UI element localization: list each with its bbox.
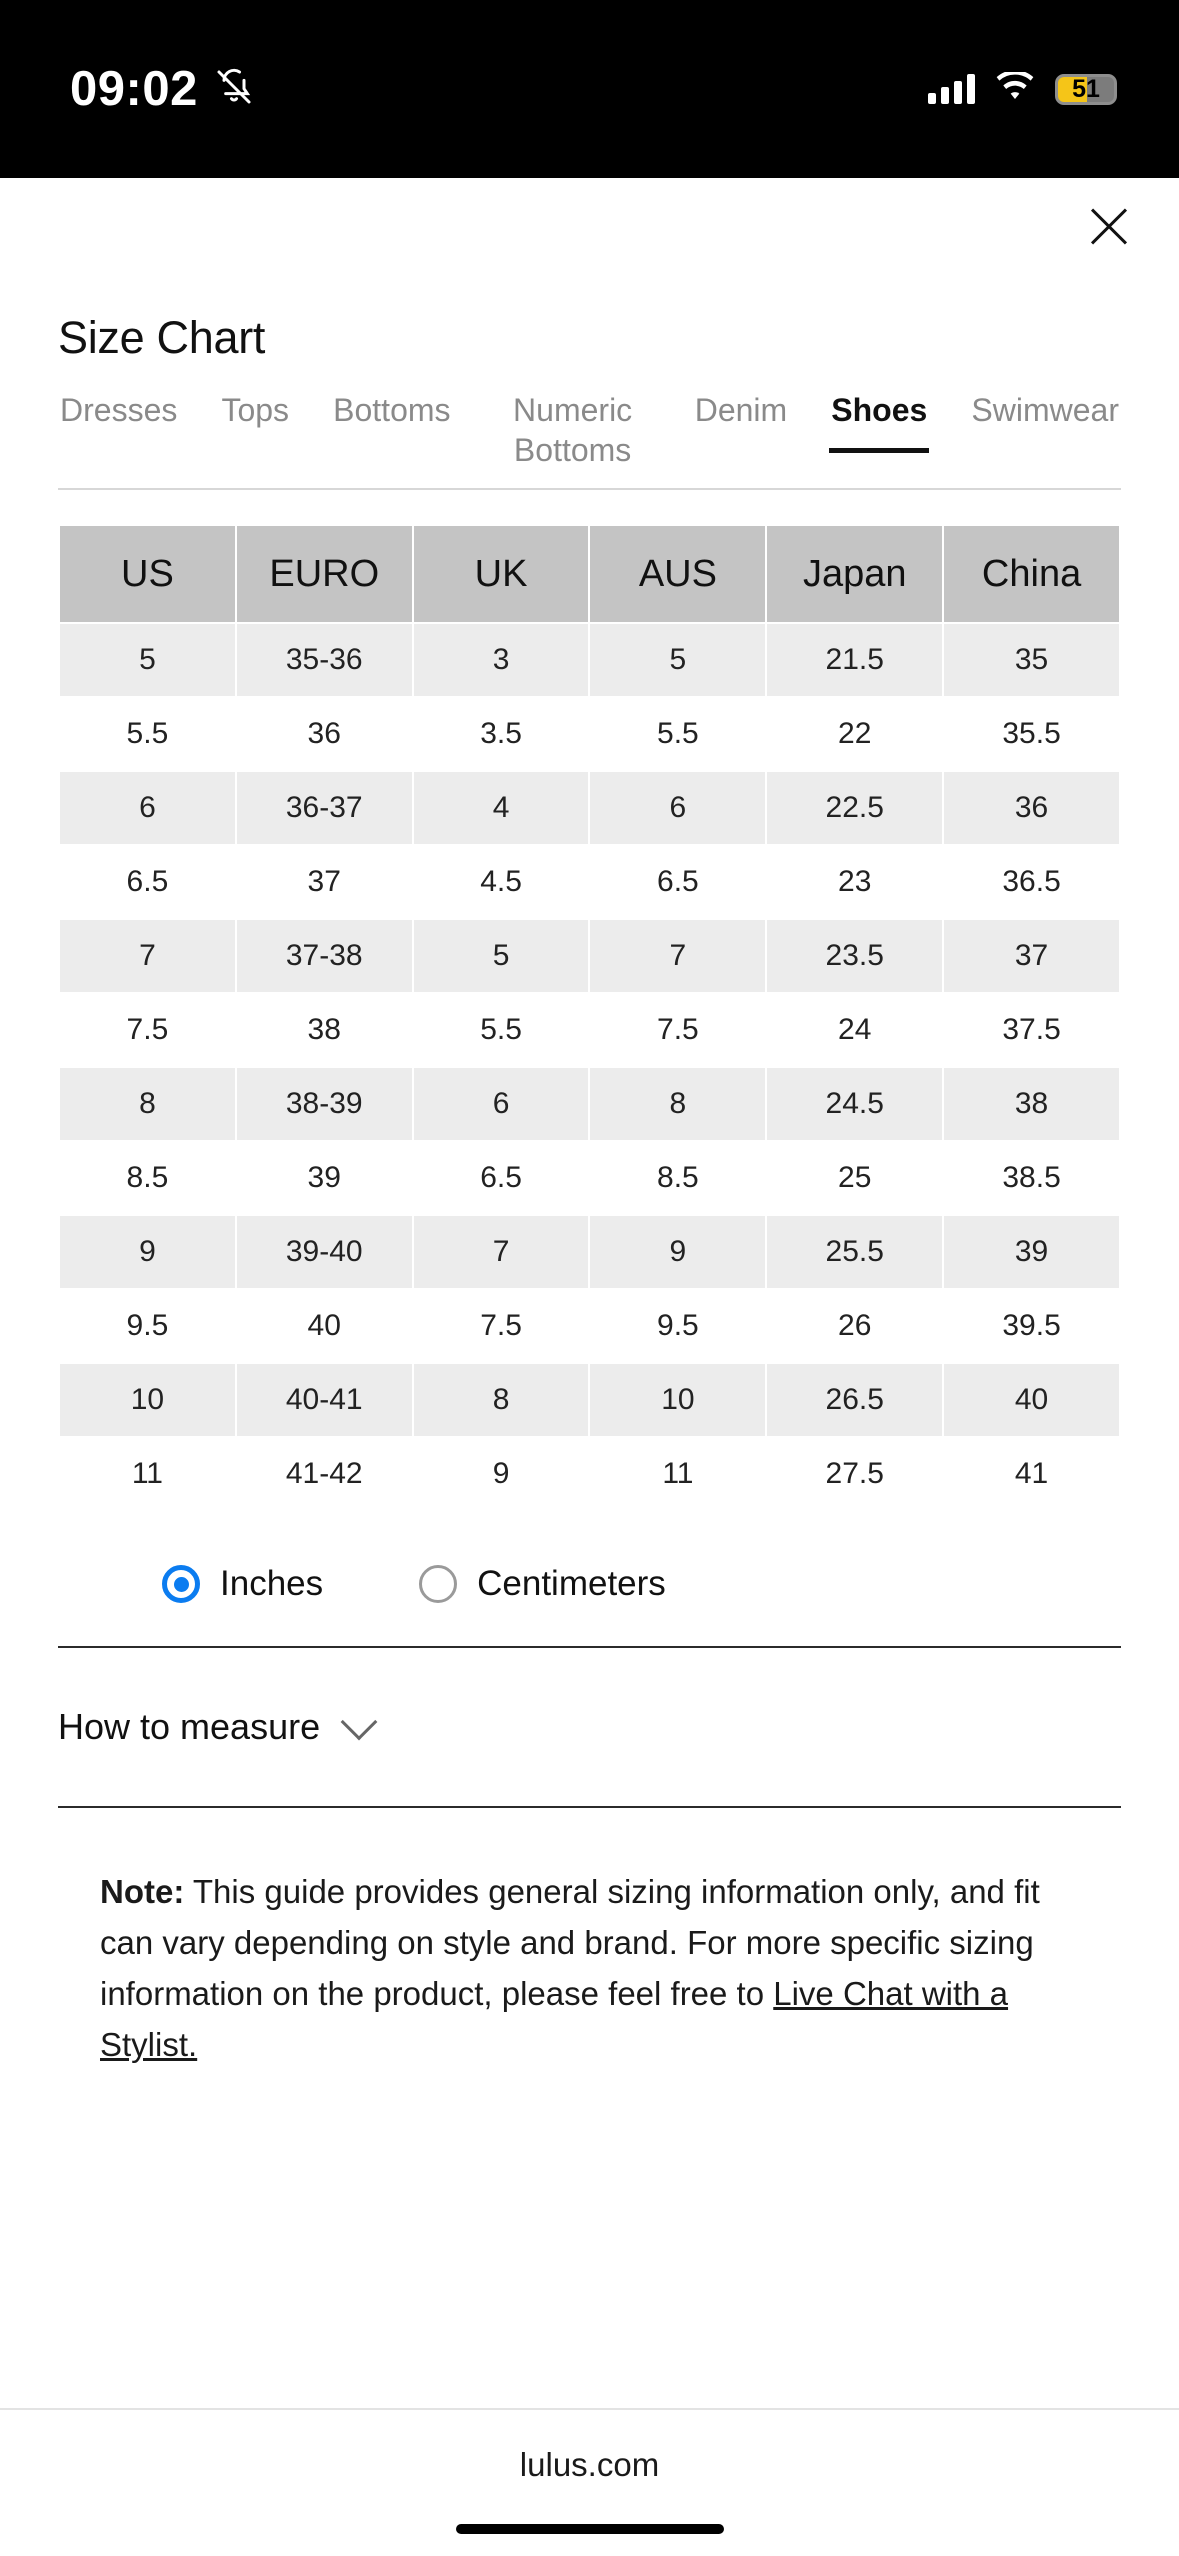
tab-bottoms[interactable]: Bottoms (333, 392, 451, 428)
cell-euro: 41-42 (236, 1437, 413, 1511)
cell-us: 9 (59, 1215, 236, 1289)
cell-euro: 36 (236, 697, 413, 771)
site-domain-label: lulus.com (519, 2446, 660, 2483)
cell-aus: 8.5 (589, 1141, 766, 1215)
cell-japan: 27.5 (766, 1437, 943, 1511)
page-title: Size Chart (58, 312, 266, 363)
cell-japan: 25.5 (766, 1215, 943, 1289)
cell-us: 6.5 (59, 845, 236, 919)
cell-us: 7 (59, 919, 236, 993)
cell-aus: 6 (589, 771, 766, 845)
size-chart-modal (0, 178, 1179, 2556)
note-body: This guide provides general sizing information only, and fit can vary depending on style and brand. For more specific sizing information on the product, please feel free to (100, 1873, 1040, 2013)
cell-japan: 26 (766, 1289, 943, 1363)
table-row (59, 771, 1120, 845)
cell-uk: 6 (413, 1067, 590, 1141)
how-to-measure-label: How to measure (58, 1706, 321, 1747)
cell-aus: 7 (589, 919, 766, 993)
cell-us: 11 (59, 1437, 236, 1511)
status-bar-left (70, 61, 254, 117)
cell-us: 5 (59, 623, 236, 697)
column-header-us: US (59, 525, 236, 623)
live-chat-link[interactable]: Live Chat with a Stylist. (100, 1975, 1009, 2064)
cell-aus: 10 (589, 1363, 766, 1437)
cell-aus: 5.5 (589, 697, 766, 771)
sizing-note (100, 1866, 1093, 2071)
table-row (59, 919, 1120, 993)
note-prefix: Note: (100, 1873, 185, 1910)
battery-percent-label: 51 (1072, 74, 1100, 103)
cell-japan: 21.5 (766, 623, 943, 697)
how-to-measure-accordion[interactable] (58, 1648, 1121, 1806)
table-row (59, 1437, 1120, 1511)
table-row (59, 1215, 1120, 1289)
unit-option-centimeters[interactable] (419, 1564, 666, 1604)
cell-china: 39 (943, 1215, 1120, 1289)
table-row (59, 1141, 1120, 1215)
modal-content (0, 274, 1179, 2071)
cell-uk: 4.5 (413, 845, 590, 919)
table-row (59, 1289, 1120, 1363)
cell-china: 39.5 (943, 1289, 1120, 1363)
cell-china: 37 (943, 919, 1120, 993)
cell-japan: 24.5 (766, 1067, 943, 1141)
cell-china: 35 (943, 623, 1120, 697)
cell-us: 6 (59, 771, 236, 845)
cell-us: 9.5 (59, 1289, 236, 1363)
cell-uk: 6.5 (413, 1141, 590, 1215)
unit-toggle-group (162, 1564, 1121, 1604)
cell-japan: 23 (766, 845, 943, 919)
cell-euro: 39-40 (236, 1215, 413, 1289)
tab-denim[interactable]: Denim (694, 392, 788, 428)
cell-aus: 5 (589, 623, 766, 697)
column-header-china: China (943, 525, 1120, 623)
tab-swimwear[interactable]: Swimwear (971, 392, 1119, 428)
cell-euro: 38 (236, 993, 413, 1067)
cell-china: 36 (943, 771, 1120, 845)
status-bar-right (928, 72, 1117, 107)
tab-tops[interactable]: Tops (221, 392, 290, 428)
table-row (59, 623, 1120, 697)
cell-euro: 35-36 (236, 623, 413, 697)
cell-china: 40 (943, 1363, 1120, 1437)
cell-china: 35.5 (943, 697, 1120, 771)
table-row (59, 845, 1120, 919)
cell-uk: 3 (413, 623, 590, 697)
status-bar (0, 0, 1179, 178)
cell-aus: 11 (589, 1437, 766, 1511)
table-row (59, 697, 1120, 771)
cell-uk: 5.5 (413, 993, 590, 1067)
cell-uk: 7.5 (413, 1289, 590, 1363)
unit-option-inches[interactable] (162, 1564, 323, 1604)
cell-aus: 9 (589, 1215, 766, 1289)
cell-aus: 7.5 (589, 993, 766, 1067)
cell-us: 8.5 (59, 1141, 236, 1215)
cell-us: 5.5 (59, 697, 236, 771)
table-row (59, 993, 1120, 1067)
cell-us: 7.5 (59, 993, 236, 1067)
modal-header (0, 178, 1179, 274)
cell-aus: 8 (589, 1067, 766, 1141)
cell-china: 37.5 (943, 993, 1120, 1067)
column-header-aus: AUS (589, 525, 766, 623)
cell-japan: 22 (766, 697, 943, 771)
bell-slash-icon (214, 67, 254, 112)
close-icon[interactable] (1083, 200, 1135, 252)
cell-aus: 6.5 (589, 845, 766, 919)
tab-numeric-bottoms[interactable]: Numeric Bottoms (513, 392, 633, 468)
cell-uk: 9 (413, 1437, 590, 1511)
cell-china: 38 (943, 1067, 1120, 1141)
cell-china: 41 (943, 1437, 1120, 1511)
cell-japan: 23.5 (766, 919, 943, 993)
cell-euro: 38-39 (236, 1067, 413, 1141)
chevron-down-icon[interactable] (341, 1704, 378, 1741)
cell-euro: 37 (236, 845, 413, 919)
cell-china: 36.5 (943, 845, 1120, 919)
battery-icon (1055, 74, 1117, 105)
size-chart-tabs (58, 384, 1121, 490)
cell-uk: 8 (413, 1363, 590, 1437)
table-header-row (59, 525, 1120, 623)
unit-label-inches: Inches (220, 1564, 324, 1603)
signal-bars-icon (928, 74, 975, 104)
cell-japan: 26.5 (766, 1363, 943, 1437)
browser-footer (0, 2408, 1179, 2556)
cell-euro: 37-38 (236, 919, 413, 993)
cell-uk: 7 (413, 1215, 590, 1289)
cell-uk: 5 (413, 919, 590, 993)
home-indicator[interactable] (456, 2524, 724, 2534)
cell-uk: 3.5 (413, 697, 590, 771)
cell-euro: 39 (236, 1141, 413, 1215)
table-row (59, 1067, 1120, 1141)
radio-centimeters-icon[interactable] (419, 1565, 457, 1603)
cell-japan: 24 (766, 993, 943, 1067)
wifi-icon (995, 72, 1035, 107)
tab-shoes[interactable]: Shoes (829, 384, 929, 453)
cell-euro: 40-41 (236, 1363, 413, 1437)
size-conversion-table (58, 524, 1121, 1512)
cell-us: 8 (59, 1067, 236, 1141)
cell-china: 38.5 (943, 1141, 1120, 1215)
cell-us: 10 (59, 1363, 236, 1437)
divider-bottom (58, 1806, 1121, 1808)
unit-label-centimeters: Centimeters (477, 1564, 666, 1603)
cell-euro: 40 (236, 1289, 413, 1363)
radio-inches-icon[interactable] (162, 1565, 200, 1603)
cell-japan: 22.5 (766, 771, 943, 845)
table-row (59, 1363, 1120, 1437)
column-header-japan: Japan (766, 525, 943, 623)
column-header-uk: UK (413, 525, 590, 623)
cell-uk: 4 (413, 771, 590, 845)
cell-japan: 25 (766, 1141, 943, 1215)
tab-dresses[interactable]: Dresses (60, 392, 178, 428)
cell-aus: 9.5 (589, 1289, 766, 1363)
column-header-euro: EURO (236, 525, 413, 623)
status-time: 09:02 (70, 62, 198, 116)
cell-euro: 36-37 (236, 771, 413, 845)
